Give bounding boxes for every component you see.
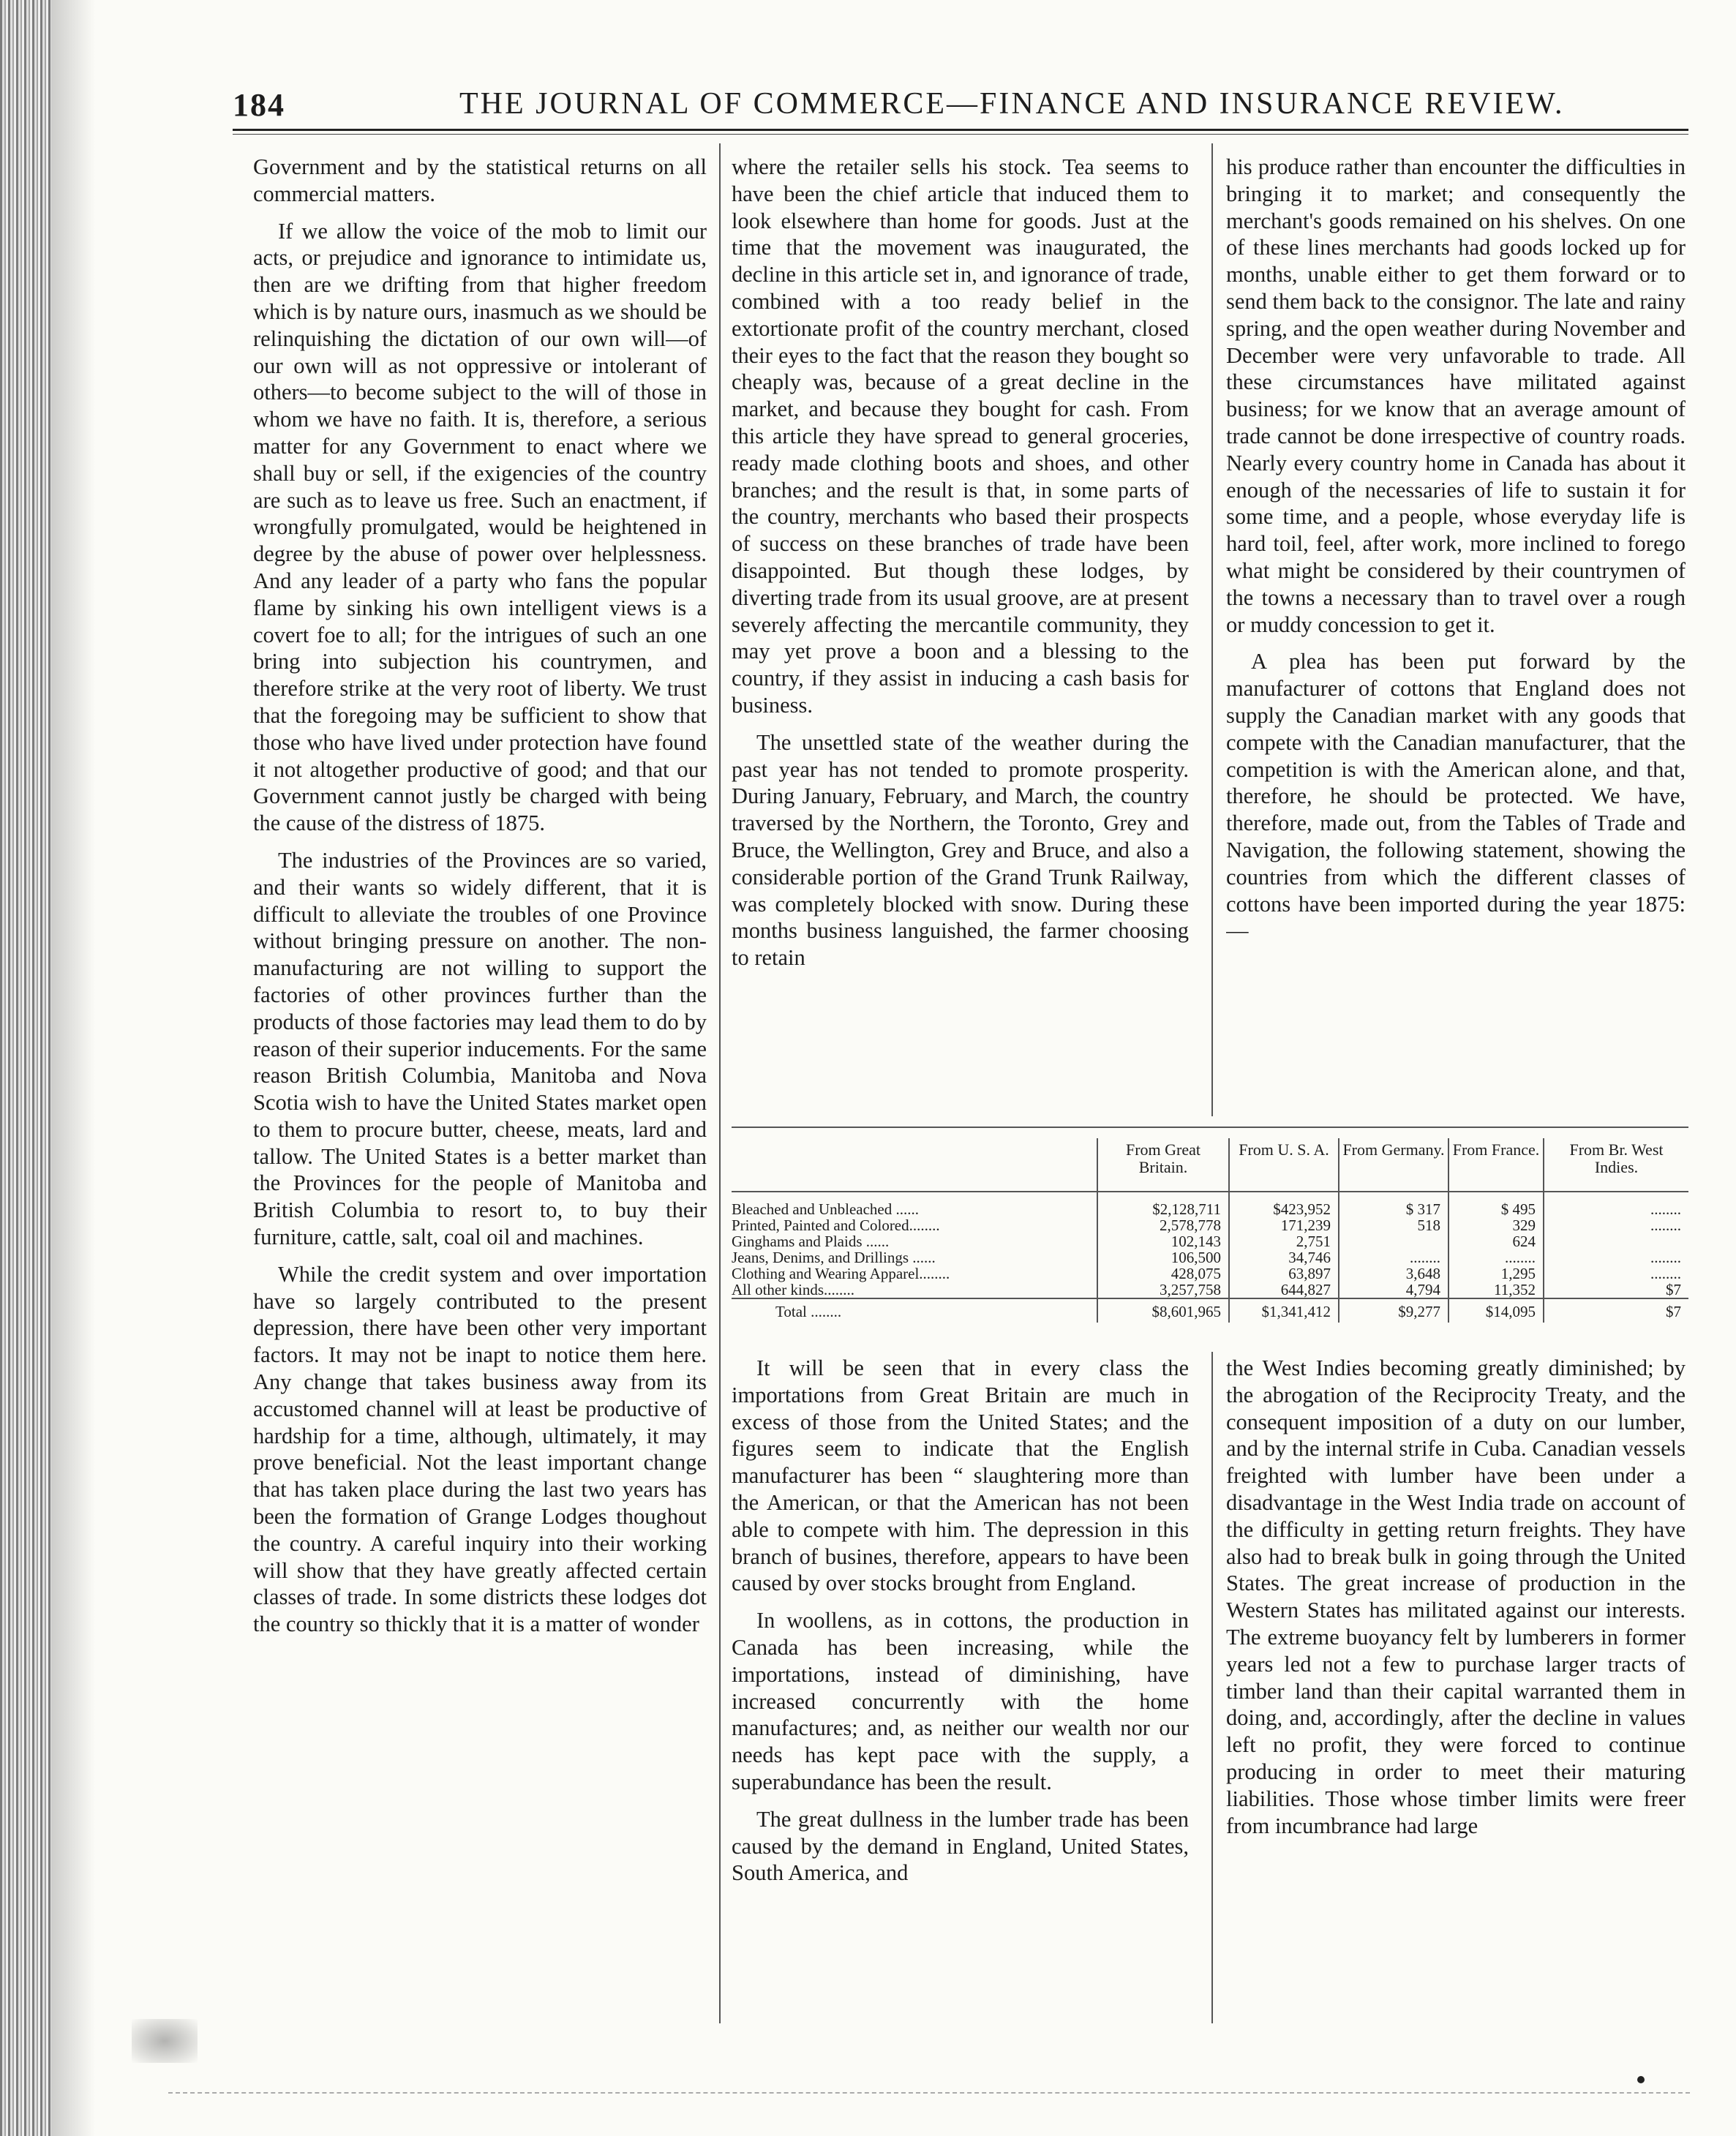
cell-west-indies: ........ (1544, 1249, 1688, 1266)
paragraph: Government and by the statistical returns on all commercial matters. (253, 154, 707, 206)
cell-germany: 3,648 (1339, 1266, 1448, 1282)
table-header-france: From France. (1448, 1138, 1544, 1192)
scan-edge-shadow (0, 0, 51, 2136)
paragraph: In woollens, as in cottons, the production in Canada has been increasing, while the importations, instead of diminishing, have increased concurrently with the home manufactures; and, as neither our wealth nor our needs has kept pace with the supply, a superabundance has been the result. (732, 1608, 1189, 1794)
cell-great-britain: 2,578,778 (1097, 1217, 1229, 1233)
cell-west-indies: ........ (1544, 1217, 1688, 1233)
cell-usa: $423,952 (1229, 1192, 1339, 1217)
bottom-rule (168, 2092, 1690, 2094)
row-label: Jeans, Denims, and Drillings ...... (732, 1249, 936, 1266)
cell-usa: 2,751 (1229, 1233, 1339, 1249)
table-row (732, 1266, 1688, 1282)
cell-great-britain: 3,257,758 (1097, 1282, 1229, 1298)
cell-usa: 171,239 (1229, 1217, 1339, 1233)
row-label: All other kinds........ (732, 1281, 854, 1298)
ink-dot (1637, 2076, 1645, 2083)
page-header (233, 86, 1688, 130)
cell-germany: 518 (1339, 1217, 1448, 1233)
paragraph: It will be seen that in every class the importations from Great Britain are much in excess of those from the United States; and the figures seem to indicate that the English manufacturer has been “ slaughtering more than the American, or that the American has not been able to compete with him. The depression in this branch of busines, therefore, appears to have been caused by over stocks brought from England. (732, 1355, 1189, 1596)
paragraph: his produce rather than encounter the difficulties in bringing it to market; and consequently the merchant's goods remained on his shelves. On one of these lines merchants had goods locked up for months, unable either to get them forward or to send them back to the consignor. The late and rainy spring, and the open weather during November and December were very unfavorable to trade. All these circumstances have militated against business; for we know that an average amount of trade cannot be done irrespective of country roads. Nearly every country home in Canada has about it enough of the necessaries of life to sustain it for some time, and a people, whose everyday life is hard toil, feel, after work, more inclined to forego what might be considered by their countrymen of the towns a necessary than to travel over a rough or muddy concession to get it. (1226, 154, 1686, 637)
page-number: 184 (233, 87, 285, 123)
paragraph: The industries of the Provinces are so varied, and their wants so widely different, that it is difficult to alleviate the troubles of one Province without bringing pressure on another. The non-manufacturing are not willing to support the factories of other provinces further than the products of those factories may lead them to do by reason of their superior inducements. For the same reason British Columbia, Manitoba and Nova Scotia wish to have the United States market open to them to procure butter, cheese, meats, lard and tallow. The United States is a better market than the Provinces for the people of Manitoba and British Columbia to resort to, to buy their furniture, cattle, salt, coal oil and machines. (253, 847, 707, 1250)
cell-west-indies: $7 (1544, 1282, 1688, 1298)
cell-france: ........ (1448, 1249, 1544, 1266)
total-great-britain: $8,601,965 (1097, 1298, 1229, 1323)
table-row (732, 1217, 1688, 1233)
article-column-2 (732, 154, 1189, 1105)
total-france: $14,095 (1448, 1298, 1544, 1323)
total-west-indies: $7 (1544, 1298, 1688, 1323)
paragraph: The unsettled state of the weather during the past year has not tended to promote prosperity. During January, February, and March, the country traversed by the Northern, the Toronto, Grey and Bruce, the Wellington, Grey and Bruce, and also a considerable portion of the Grand Trunk Railway, was completely blocked with snow. During these months business languished, the farmer choosing to retain (732, 729, 1189, 971)
row-label: Bleached and Unbleached ...... (732, 1200, 919, 1218)
cell-west-indies: ........ (1544, 1192, 1688, 1217)
cell-germany: 4,794 (1339, 1282, 1448, 1298)
journal-title: THE JOURNAL OF COMMERCE—FINANCE AND INSURANCE REVIEW. (459, 87, 1565, 121)
header-rule (233, 129, 1688, 135)
table-top-rule (732, 1127, 1688, 1128)
paragraph: The great dullness in the lumber trade has been caused by the demand in England, United States, South America, and (732, 1806, 1189, 1886)
paragraph: where the retailer sells his stock. Tea seems to have been the chief article that induced them to look elsewhere than home for goods. Just at the time that the movement was inaugurated, the decline in this article set in, and ignorance of trade, combined with a too ready belief in the extortionate profit of the country merchant, closed their eyes to the fact that the reason they bought so cheaply was, because of a great decline in the market, and because they bought for cash. From this article they have spread to general groceries, ready made clothing boots and shoes, and other branches; and the result is that, in some parts of the country, merchants who based their prospects of success on these branches of trade have been disappointed. But though these lodges, by diverting trade from its usual groove, are at present severely affecting the mercantile community, they may yet prove a boon and a blessing to the country, if they assist in inducing a cash basis for business. (732, 154, 1189, 718)
cell-great-britain: $2,128,711 (1097, 1192, 1229, 1217)
cotton-imports-table (732, 1138, 1688, 1347)
cell-west-indies: ........ (1544, 1266, 1688, 1282)
scan-edge-fade (51, 0, 95, 2136)
article-column-1 (253, 154, 707, 2026)
table-header-west-indies: From Br. West Indies. (1544, 1138, 1688, 1192)
article-column-2-continued (732, 1355, 1189, 2026)
table-header-blank (732, 1138, 1097, 1192)
cell-usa: 644,827 (1229, 1282, 1339, 1298)
cell-germany: ........ (1339, 1249, 1448, 1266)
article-column-3-continued (1226, 1355, 1686, 2026)
article-column-3 (1226, 154, 1686, 1105)
total-label: Total ........ (732, 1298, 1097, 1323)
table-header-usa: From U. S. A. (1229, 1138, 1339, 1192)
scan-smudge (132, 2019, 198, 2063)
paragraph: If we allow the voice of the mob to limit our acts, or prejudice and ignorance to intimidate us, then are we drifting from that higher freedom which is by nature ours, inasmuch as we should be relinquishing the dictation of our own will—of our own will as not oppressive or intolerant of others—to become subject to the will of those in whom we have no faith. It is, therefore, a serious matter for any Government to enact where we shall buy or sell, if the exigencies of the country are such as to leave us free. Such an enactment, if wrongfully promulgated, would be heightened in degree by the abuse of power over helplessness. And any leader of a party who fans the popular flame by sinking his own intelligent views is a covert foe to all; for the intrigues of such an one bring into subjection his countrymen, and therefore strike at the very root of liberty. We trust that the foregoing may be sufficient to show that those who have lived under protection have found it not altogether productive of good; and that our Government cannot justly be charged with being the cause of the distress of 1875. (253, 218, 707, 836)
cell-france: 1,295 (1448, 1266, 1544, 1282)
cell-usa: 34,746 (1229, 1249, 1339, 1266)
column-divider (1211, 143, 1213, 1116)
cell-usa: 63,897 (1229, 1266, 1339, 1282)
row-label: Clothing and Wearing Apparel........ (732, 1265, 950, 1282)
table-row (732, 1192, 1688, 1217)
trade-table (732, 1138, 1688, 1323)
cell-france: $ 495 (1448, 1192, 1544, 1217)
table-row (732, 1249, 1688, 1266)
paragraph: While the credit system and over importation have so largely contributed to the present depression, there have been other very important factors. It may not be inapt to notice them here. Any change that takes business away from its accustomed channel will at least be productive of hardship for a time, although, ultimately, it may prove beneficial. Not the least important change that has taken place during the last two years has been the formation of Grange Lodges thoughout the country. A careful inquiry into their working will show that they have greatly affected certain classes of trade. In some districts these lodges dot the country so thickly that it is a matter of wonder (253, 1261, 707, 1637)
column-divider (719, 143, 721, 2023)
table-row (732, 1233, 1688, 1249)
column-divider (1211, 1352, 1213, 2023)
table-header-great-britain: From Great Britain. (1097, 1138, 1229, 1192)
table-total-row (732, 1298, 1688, 1323)
cell-great-britain: 102,143 (1097, 1233, 1229, 1249)
row-label: Printed, Painted and Colored........ (732, 1216, 940, 1234)
paragraph: A plea has been put forward by the manufacturer of cottons that England does not supply the Canadian market with any goods that compete with the Canadian manufacturer, that the competition is with the American alone, and that, therefore, he should be protected. We have, therefore, made out, from the Tables of Trade and Navigation, the following statement, showing the countries from which the different classes of cottons have been imported during the year 1875:— (1226, 649, 1686, 944)
cell-france: 329 (1448, 1217, 1544, 1233)
total-germany: $9,277 (1339, 1298, 1448, 1323)
total-usa: $1,341,412 (1229, 1298, 1339, 1323)
cell-france: 624 (1448, 1233, 1544, 1249)
table-header-germany: From Germany. (1339, 1138, 1448, 1192)
cell-germany: $ 317 (1339, 1192, 1448, 1217)
cell-west-indies (1544, 1233, 1688, 1249)
table-row (732, 1282, 1688, 1298)
cell-great-britain: 428,075 (1097, 1266, 1229, 1282)
cell-germany (1339, 1233, 1448, 1249)
cell-great-britain: 106,500 (1097, 1249, 1229, 1266)
paragraph: the West Indies becoming greatly diminished; by the abrogation of the Reciprocity Treaty, and the consequent imposition of a duty on our lumber, and by the internal strife in Cuba. Canadian vessels freighted with lumber have been under a disadvantage in the West India trade on account of the difficulty in getting return freights. They have also had to break bulk in going through the United States. The great increase of production in the Western States has militated against our interests. The extreme buoyancy felt by lumberers in former years led not a few to purchase larger tracts of timber land than their capital warranted them in doing, and, accordingly, after the decline in values left no profit, they were forced to continue producing in order to meet their maturing liabilities. Those whose timber limits were freer from incumbrance had large (1226, 1355, 1686, 1838)
row-label: Ginghams and Plaids ...... (732, 1233, 890, 1250)
cell-france: 11,352 (1448, 1282, 1544, 1298)
